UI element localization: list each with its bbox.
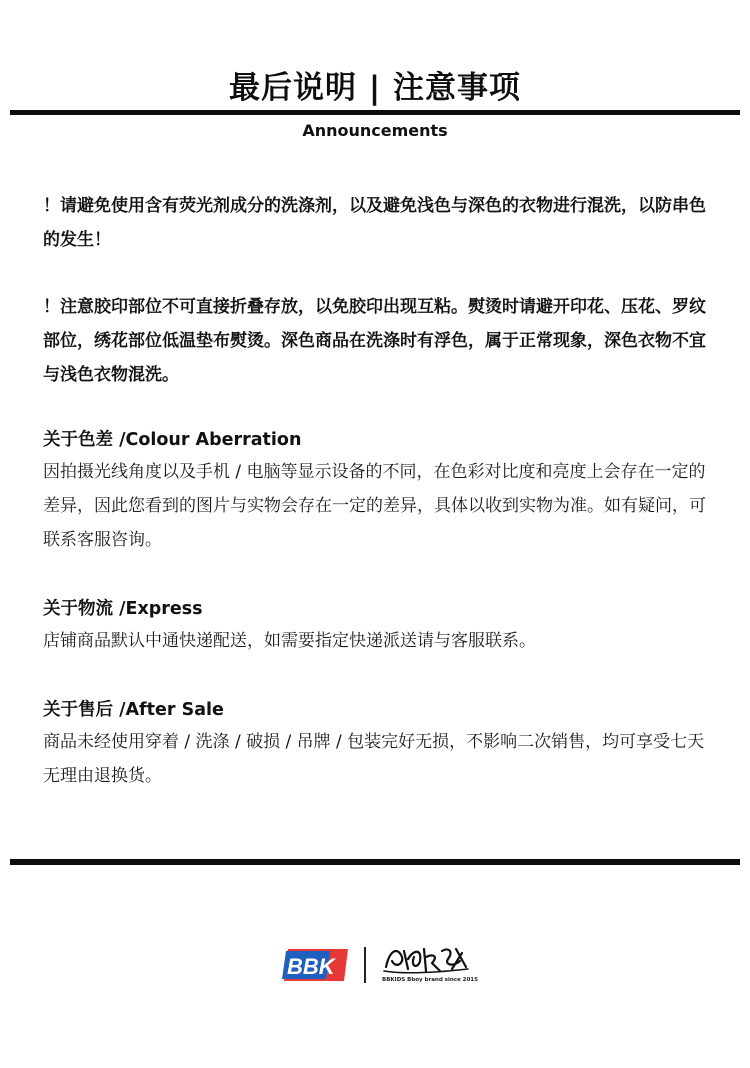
section-express (43, 594, 713, 658)
logo-divider (364, 947, 366, 983)
section-heading: 关于色差 /Colour Aberration (43, 430, 302, 450)
section-body: 因拍摄光线角度以及手机 / 电脑等显示设备的不同，在色彩对比度和亮度上会存在一定的差异，因此您看到的图片与实物会存在一定的差异，具体以收到实物为准。如有疑问，可联系客服咨询。 (43, 462, 706, 550)
notice-detergent: ！请避免使用含有荧光剂成分的洗涤剂，以及避免浅色与深色的衣物进行混洗，以防串色的发生！ (43, 196, 706, 250)
section-colour-aberration (43, 425, 713, 557)
svg-text:BBK: BBK (287, 954, 335, 979)
graffiti-tag-logo (382, 943, 470, 975)
bottom-divider (10, 859, 740, 865)
section-heading: 关于物流 /Express (43, 599, 203, 619)
top-divider (10, 110, 740, 115)
page-subtitle: Announcements (302, 121, 448, 140)
page-title: 最后说明 | 注意事项 (229, 70, 521, 106)
footer-logos (282, 943, 482, 989)
bbk-logo (282, 947, 350, 983)
section-body: 店铺商品默认中通快递配送，如需要指定快递派送请与客服联系。 (43, 631, 536, 651)
brand-caption: BBKIDS Bboy brand since 2015 (382, 977, 478, 983)
section-after-sale (43, 695, 713, 793)
section-body: 商品未经使用穿着 / 洗涤 / 破损 / 吊牌 / 包装完好无损，不影响二次销售，均可享受七天无理由退换货。 (43, 732, 705, 786)
section-heading: 关于售后 /After Sale (43, 700, 224, 720)
notice-printing: ！注意胶印部位不可直接折叠存放，以免胶印出现互粘。熨烫时请避开印花、压花、罗纹部位，绣花部位低温垫布熨烫。深色商品在洗涤时有浮色，属于正常现象，深色衣物不宜与浅色衣物混洗。 (43, 297, 706, 385)
